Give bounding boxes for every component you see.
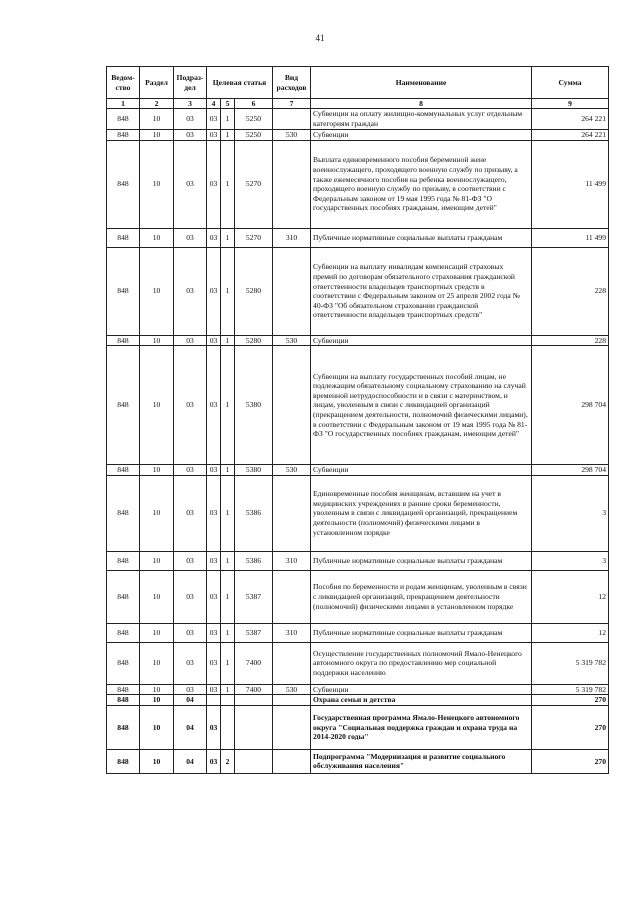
tselevaya-3-cell: 5380: [235, 346, 273, 465]
razdel-cell: 10: [140, 570, 174, 623]
tselevaya-3-cell: 5386: [235, 475, 273, 551]
table-row: [107, 642, 609, 684]
table-row: [107, 684, 609, 695]
naimenovanie-cell: Субвенции: [311, 130, 532, 141]
razdel-cell: 10: [140, 475, 174, 551]
vid-rashodov-cell: 310: [273, 623, 311, 642]
index-cell: 4: [207, 99, 221, 109]
col-header-podrazdel: Подраз-дел: [174, 67, 207, 99]
table-row: [107, 140, 609, 228]
vedomstvo-cell: 848: [107, 140, 140, 228]
vedomstvo-cell: 848: [107, 465, 140, 476]
tselevaya-3-cell: 5386: [235, 551, 273, 570]
index-cell: 2: [140, 99, 174, 109]
table-row: [107, 109, 609, 130]
razdel-cell: 10: [140, 623, 174, 642]
podrazdel-cell: 03: [174, 551, 207, 570]
vedomstvo-cell: 848: [107, 623, 140, 642]
tselevaya-1-cell: 03: [207, 247, 221, 335]
header-row: [107, 67, 609, 99]
vedomstvo-cell: 848: [107, 247, 140, 335]
naimenovanie-cell: Осуществление государственных полномочий Ямало-Ненецкого автономного округа по предоставлению мер социальной поддержки населению: [311, 642, 532, 684]
summa-cell: 11 499: [532, 140, 609, 228]
vid-rashodov-cell: [273, 346, 311, 465]
razdel-cell: 10: [140, 551, 174, 570]
vid-rashodov-cell: [273, 109, 311, 130]
naimenovanie-cell: Публичные нормативные социальные выплаты гражданам: [311, 228, 532, 247]
index-cell: 8: [311, 99, 532, 109]
podrazdel-cell: 03: [174, 228, 207, 247]
tselevaya-3-cell: [235, 705, 273, 749]
vedomstvo-cell: 848: [107, 749, 140, 773]
razdel-cell: 10: [140, 130, 174, 141]
summa-cell: 298 704: [532, 465, 609, 476]
tselevaya-1-cell: 03: [207, 109, 221, 130]
tselevaya-3-cell: 5380: [235, 465, 273, 476]
vid-rashodov-cell: 530: [273, 684, 311, 695]
summa-cell: 3: [532, 475, 609, 551]
col-header-naimenovanie: Наименование: [311, 67, 532, 99]
tselevaya-2-cell: 1: [221, 465, 235, 476]
summa-cell: 270: [532, 749, 609, 773]
col-header-tselevaya: Целевая статья: [207, 67, 273, 99]
razdel-cell: 10: [140, 695, 174, 706]
tselevaya-1-cell: 03: [207, 642, 221, 684]
vedomstvo-cell: 848: [107, 475, 140, 551]
summa-cell: 228: [532, 335, 609, 346]
tselevaya-3-cell: 5387: [235, 623, 273, 642]
summa-cell: 5 319 782: [532, 642, 609, 684]
tselevaya-1-cell: 03: [207, 705, 221, 749]
tselevaya-2-cell: 1: [221, 346, 235, 465]
tselevaya-1-cell: 03: [207, 346, 221, 465]
table-row: [107, 228, 609, 247]
vedomstvo-cell: 848: [107, 695, 140, 706]
index-row: [107, 99, 609, 109]
table-body: [107, 109, 609, 774]
vedomstvo-cell: 848: [107, 684, 140, 695]
table-row: [107, 335, 609, 346]
tselevaya-1-cell: 03: [207, 551, 221, 570]
tselevaya-2-cell: [221, 705, 235, 749]
index-cell: 5: [221, 99, 235, 109]
naimenovanie-cell: Публичные нормативные социальные выплаты гражданам: [311, 551, 532, 570]
summa-cell: 228: [532, 247, 609, 335]
tselevaya-1-cell: 03: [207, 684, 221, 695]
naimenovanie-cell: Охрана семьи и детства: [311, 695, 532, 706]
podrazdel-cell: 03: [174, 684, 207, 695]
table-row: [107, 551, 609, 570]
table-row: [107, 695, 609, 706]
tselevaya-2-cell: 1: [221, 551, 235, 570]
naimenovanie-cell: Государственная программа Ямало-Ненецкого автономного округа "Социальная поддержка граждан и охрана труда на 2014-2020 годы": [311, 705, 532, 749]
index-cell: 7: [273, 99, 311, 109]
vid-rashodov-cell: [273, 749, 311, 773]
vedomstvo-cell: 848: [107, 228, 140, 247]
vid-rashodov-cell: 530: [273, 335, 311, 346]
vedomstvo-cell: 848: [107, 551, 140, 570]
col-header-summa: Сумма: [532, 67, 609, 99]
razdel-cell: 10: [140, 335, 174, 346]
vedomstvo-cell: 848: [107, 346, 140, 465]
summa-cell: 5 319 782: [532, 684, 609, 695]
naimenovanie-cell: Единовременные пособия женщинам, вставшим на учет в медицинских учреждениях в ранние сроки беременности, уволенным в связи с ликвидацией организаций, прекращением деятельности (полномочий) физическими лицами в установленном порядке: [311, 475, 532, 551]
summa-cell: 270: [532, 695, 609, 706]
podrazdel-cell: 03: [174, 465, 207, 476]
razdel-cell: 10: [140, 465, 174, 476]
summa-cell: 264 221: [532, 109, 609, 130]
tselevaya-3-cell: 5250: [235, 109, 273, 130]
vid-rashodov-cell: 310: [273, 228, 311, 247]
naimenovanie-cell: Субвенции на оплату жилищно-коммунальных услуг отдельным категориям граждан: [311, 109, 532, 130]
tselevaya-2-cell: 1: [221, 130, 235, 141]
vedomstvo-cell: 848: [107, 335, 140, 346]
tselevaya-3-cell: 7400: [235, 684, 273, 695]
summa-cell: 11 499: [532, 228, 609, 247]
podrazdel-cell: 03: [174, 335, 207, 346]
naimenovanie-cell: Подпрограмма "Модернизация и развитие социального обслуживания населения": [311, 749, 532, 773]
table-row: [107, 475, 609, 551]
table-row: [107, 705, 609, 749]
tselevaya-2-cell: 1: [221, 684, 235, 695]
podrazdel-cell: 03: [174, 475, 207, 551]
podrazdel-cell: 03: [174, 130, 207, 141]
summa-cell: 264 221: [532, 130, 609, 141]
tselevaya-3-cell: 5270: [235, 140, 273, 228]
naimenovanie-cell: Субвенции на выплату государственных пособий лицам, не подлежащим обязательному социальному страхованию на случай временной нетрудоспособности и в связи с материнством, и лицам, уволенным в связи с ликвидацией организаций (прекращением деятельности, полномочий физическими лицами), в соответствии с Федеральным законом от 19 мая 1995 года № 81-ФЗ "О государственных пособиях гражданам, имеющим детей": [311, 346, 532, 465]
vid-rashodov-cell: [273, 475, 311, 551]
table-row: [107, 623, 609, 642]
budget-table: [106, 66, 609, 774]
tselevaya-3-cell: 7400: [235, 642, 273, 684]
vid-rashodov-cell: [273, 570, 311, 623]
page-number: 41: [315, 33, 325, 43]
tselevaya-2-cell: 1: [221, 228, 235, 247]
razdel-cell: 10: [140, 642, 174, 684]
tselevaya-3-cell: 5280: [235, 335, 273, 346]
col-header-razdel: Раздел: [140, 67, 174, 99]
podrazdel-cell: 03: [174, 140, 207, 228]
naimenovanie-cell: Субвенции: [311, 335, 532, 346]
podrazdel-cell: 03: [174, 247, 207, 335]
podrazdel-cell: 04: [174, 705, 207, 749]
vid-rashodov-cell: [273, 140, 311, 228]
razdel-cell: 10: [140, 109, 174, 130]
tselevaya-1-cell: 03: [207, 749, 221, 773]
vid-rashodov-cell: [273, 642, 311, 684]
podrazdel-cell: 03: [174, 109, 207, 130]
vid-rashodov-cell: [273, 247, 311, 335]
vid-rashodov-cell: [273, 705, 311, 749]
tselevaya-2-cell: 1: [221, 623, 235, 642]
table-row: [107, 346, 609, 465]
podrazdel-cell: 04: [174, 749, 207, 773]
razdel-cell: 10: [140, 346, 174, 465]
vid-rashodov-cell: [273, 695, 311, 706]
table-row: [107, 130, 609, 141]
podrazdel-cell: 03: [174, 642, 207, 684]
tselevaya-3-cell: 5250: [235, 130, 273, 141]
naimenovanie-cell: Субвенции: [311, 465, 532, 476]
index-cell: 9: [532, 99, 609, 109]
podrazdel-cell: 04: [174, 695, 207, 706]
index-cell: 6: [235, 99, 273, 109]
tselevaya-2-cell: 1: [221, 140, 235, 228]
tselevaya-1-cell: 03: [207, 335, 221, 346]
vedomstvo-cell: 848: [107, 109, 140, 130]
tselevaya-2-cell: 1: [221, 109, 235, 130]
naimenovanie-cell: Субвенции на выплату инвалидам компенсаций страховых премий по договорам обязательного страхования гражданской ответственности владельцев транспортных средств в соответствии с Федеральным законом от 25 апреля 2002 года № 40-ФЗ "Об обязательном страховании гражданской ответственности владельцев транспортных средств": [311, 247, 532, 335]
tselevaya-2-cell: 1: [221, 642, 235, 684]
tselevaya-3-cell: 5280: [235, 247, 273, 335]
tselevaya-2-cell: 1: [221, 335, 235, 346]
tselevaya-2-cell: 1: [221, 570, 235, 623]
vedomstvo-cell: 848: [107, 130, 140, 141]
col-header-vid: Вид расходов: [273, 67, 311, 99]
tselevaya-2-cell: 1: [221, 247, 235, 335]
tselevaya-1-cell: [207, 695, 221, 706]
index-cell: 1: [107, 99, 140, 109]
tselevaya-3-cell: 5270: [235, 228, 273, 247]
tselevaya-3-cell: 5387: [235, 570, 273, 623]
tselevaya-3-cell: [235, 749, 273, 773]
tselevaya-1-cell: 03: [207, 130, 221, 141]
tselevaya-1-cell: 03: [207, 623, 221, 642]
tselevaya-1-cell: 03: [207, 228, 221, 247]
summa-cell: 270: [532, 705, 609, 749]
podrazdel-cell: 03: [174, 570, 207, 623]
summa-cell: 298 704: [532, 346, 609, 465]
razdel-cell: 10: [140, 684, 174, 695]
tselevaya-1-cell: 03: [207, 475, 221, 551]
table-row: [107, 749, 609, 773]
tselevaya-3-cell: [235, 695, 273, 706]
summa-cell: 12: [532, 570, 609, 623]
tselevaya-1-cell: 03: [207, 140, 221, 228]
table-row: [107, 570, 609, 623]
naimenovanie-cell: Субвенции: [311, 684, 532, 695]
col-header-vedomstvo: Ведом-ство: [107, 67, 140, 99]
tselevaya-2-cell: 1: [221, 475, 235, 551]
index-cell: 3: [174, 99, 207, 109]
table-row: [107, 247, 609, 335]
table-row: [107, 465, 609, 476]
razdel-cell: 10: [140, 247, 174, 335]
vid-rashodov-cell: 530: [273, 130, 311, 141]
vedomstvo-cell: 848: [107, 642, 140, 684]
summa-cell: 12: [532, 623, 609, 642]
razdel-cell: 10: [140, 705, 174, 749]
razdel-cell: 10: [140, 749, 174, 773]
naimenovanie-cell: Публичные нормативные социальные выплаты гражданам: [311, 623, 532, 642]
summa-cell: 3: [532, 551, 609, 570]
podrazdel-cell: 03: [174, 623, 207, 642]
podrazdel-cell: 03: [174, 346, 207, 465]
razdel-cell: 10: [140, 140, 174, 228]
vid-rashodov-cell: 310: [273, 551, 311, 570]
vid-rashodov-cell: 530: [273, 465, 311, 476]
tselevaya-1-cell: 03: [207, 465, 221, 476]
naimenovanie-cell: Выплата единовременного пособия беременной жене военнослужащего, проходящего военную службу по призыву, а также ежемесячного пособия на ребенка военнослужащего, проходящего военную службу по призыву, в соответствии с Федеральным законом от 19 мая 1995 года № 81-ФЗ "О государственных пособиях гражданам, имеющим детей": [311, 140, 532, 228]
tselevaya-2-cell: 2: [221, 749, 235, 773]
razdel-cell: 10: [140, 228, 174, 247]
tselevaya-1-cell: 03: [207, 570, 221, 623]
naimenovanie-cell: Пособия по беременности и родам женщинам, уволенным в связи с ликвидацией организаций, прекращением деятельности (полномочий) физическими лицами в установленном порядке: [311, 570, 532, 623]
tselevaya-2-cell: [221, 695, 235, 706]
vedomstvo-cell: 848: [107, 570, 140, 623]
vedomstvo-cell: 848: [107, 705, 140, 749]
